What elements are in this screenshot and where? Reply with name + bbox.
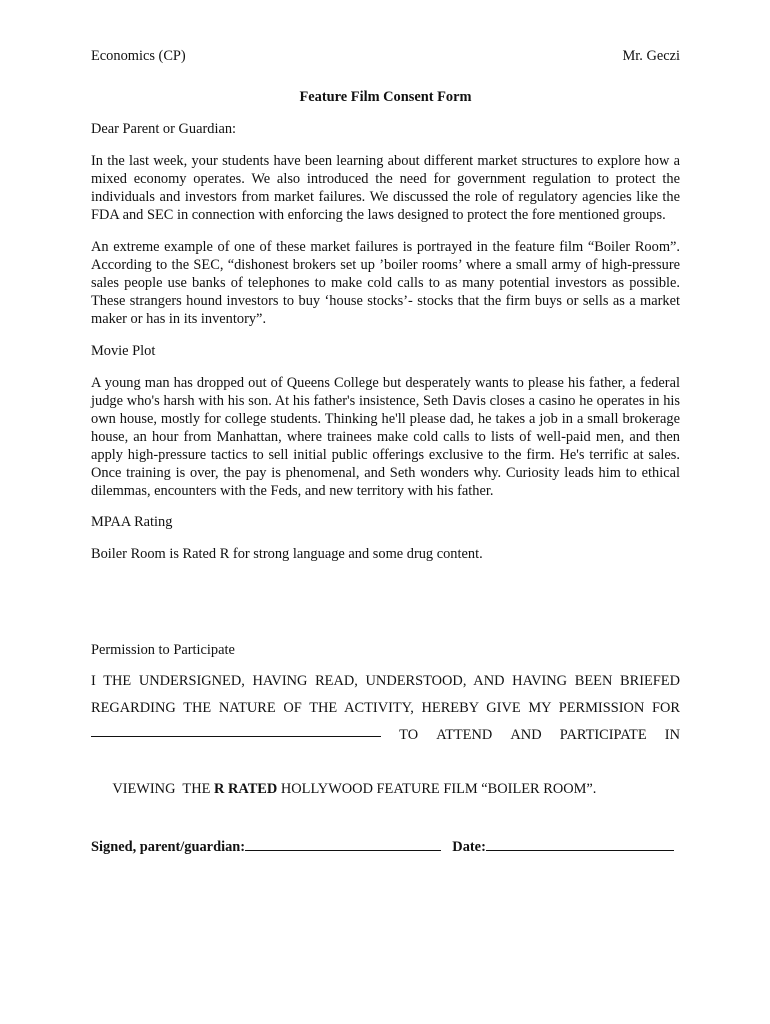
student-name-blank[interactable] xyxy=(91,722,381,737)
document-header xyxy=(91,47,680,65)
permission-line-4-pre: VIEWING THE xyxy=(112,781,214,797)
permission-word-attend: ATTEND xyxy=(436,727,493,743)
permission-line-1 xyxy=(91,668,680,695)
permission-word-participate: PARTICIPATE xyxy=(559,727,647,743)
movie-plot-heading: Movie Plot xyxy=(91,343,156,359)
permission-word-and: AND xyxy=(510,727,542,743)
mpaa-rating-text: Boiler Room is Rated R for strong language and some drug content. xyxy=(91,546,483,562)
salutation: Dear Parent or Guardian: xyxy=(91,121,237,137)
mpaa-rating-heading: MPAA Rating xyxy=(91,514,173,530)
course-name: Economics (CP) xyxy=(91,48,186,64)
signature-row xyxy=(91,836,691,856)
permission-line-2-text: REGARDING THE NATURE OF THE ACTIVITY, HEREBY GIVE MY PERMISSION FOR xyxy=(91,700,680,716)
intro-paragraph: In the last week, your students have been learning about different market structures to explore how a mixed economy operates. We also introduced the need for government regulation to protect the individuals and investors from market failures. We discussed the role of regulatory agencies like the FDA and SEC in connection with enforcing the laws designed to protect the fore mentioned groups. xyxy=(91,153,680,223)
date-blank[interactable] xyxy=(486,836,674,851)
signed-label: Signed, parent/guardian: xyxy=(91,839,246,855)
permission-statement xyxy=(91,668,680,830)
permission-line-1-text: I THE UNDERSIGNED, HAVING READ, UNDERSTOOD, AND HAVING BEEN BRIEFED xyxy=(91,673,680,689)
teacher-name: Mr. Geczi xyxy=(622,48,680,64)
document-title: Feature Film Consent Form xyxy=(299,89,472,105)
signature-blank[interactable] xyxy=(245,836,441,851)
permission-line-3 xyxy=(91,722,680,749)
permission-line-2 xyxy=(91,695,680,722)
permission-word-in: IN xyxy=(664,727,680,743)
movie-plot-text: A young man has dropped out of Queens College but desperately wants to please his father, a federal judge who's harsh with his son. At his father's insistence, Seth Davis closes a casino he operates in his own house, mostly for college students. Thinking he'll please dad, he takes a job in a small brokerage house, an hour from Manhattan, where trainees make cold calls to lists of well-paid men, and then apply high-pressure tactics to sell initial public offerings exclusive to the firm. He's terrific at sales. Once training is over, the pay is phenomenal, and Seth wonders why. Curiosity leads him to ethical dilemmas, encounters with the Feds, and new territory with his father. xyxy=(91,375,680,499)
permission-word-to: TO xyxy=(399,727,419,743)
permission-heading: Permission to Participate xyxy=(91,642,235,658)
market-failure-paragraph: An extreme example of one of these market failures is portrayed in the feature film “Boiler Room”. According to the SEC, “dishonest brokers set up ’boiler rooms’ where a small army of high-pressure sales people use banks of telephones to make cold calls to as many potential investors as possible. These strangers hound investors to buy ‘house stocks’- stocks that the firm buys or sells as a market maker or has in its inventory”. xyxy=(91,239,680,327)
permission-line-4 xyxy=(91,749,680,830)
date-label: Date: xyxy=(452,839,486,855)
r-rated-emphasis: R RATED xyxy=(213,781,278,797)
permission-line-4-post: HOLLYWOOD FEATURE FILM “BOILER ROOM”. xyxy=(277,781,597,797)
